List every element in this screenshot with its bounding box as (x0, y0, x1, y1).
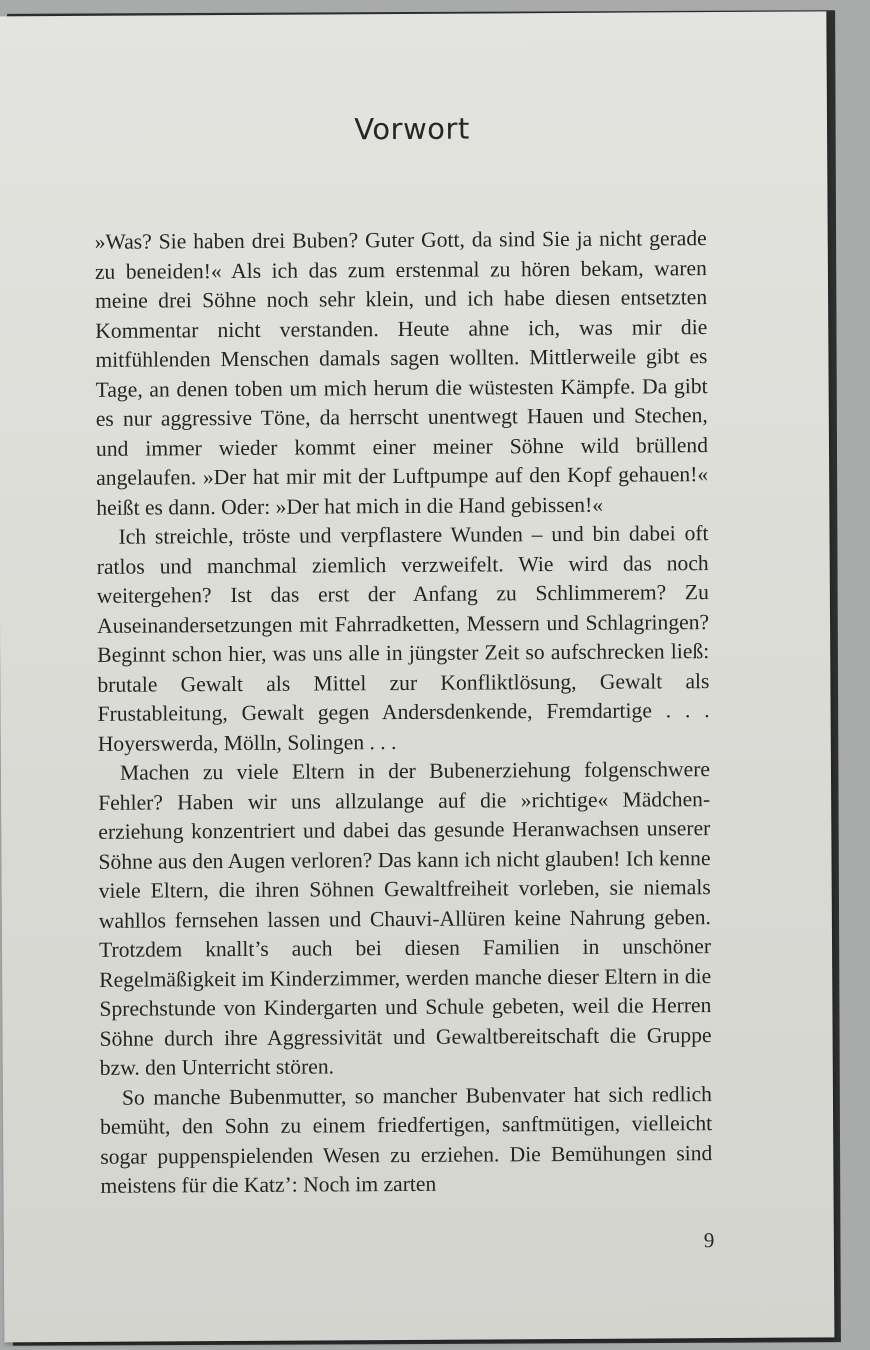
page-number: 9 (703, 1228, 715, 1253)
book-page (0, 11, 834, 1342)
paragraph-2: Ich streichle, tröste und verpflastere Wunden – und bin dabei oft ratlos und manchmal ziemlich verzweifelt. Wie wird das noch weitergehen? Ist das erst der Anfang zu Schlimmerem? Zu Auseinandersetzungen mit Fahrradketten, Messern und Schlagringen? Beginnt schon hier, was uns alle in jüngster Zeit so aufschrecken ließ: brutale Gewalt als Mittel zur Konfliktlösung, Gewalt als Frustableitung, Gewalt gegen Andersdenkende, Fremdartige . . . Hoyerswerda, Mölln, Solingen . . . (96, 521, 710, 756)
paragraph-3: Machen zu viele Eltern in der Bubenerziehung folgenschwere Fehler? Haben wir uns allzulange auf die »richtige« Mädchenerziehung konzentriert und dabei das gesunde Heranwachsen unserer Söhne aus den Augen verloren? Das kann ich nicht glauben! Ich kenne viele Eltern, die ihren Söhnen Gewaltfreiheit vorleben, sie niemals wahllos fernsehen lassen und Chauvi-Allüren keine Nahrung geben. Trotzdem knallt’s auch bei diesen Familien in unschöner Regelmäßigkeit im Kinderzimmer, werden manche dieser Eltern in die Sprechstunde von Kindergarten und Schule gebeten, weil die Herren Söhne durch ihre Aggressivität und Gewaltbereitschaft die Gruppe bzw. den Unterricht stören. (98, 757, 712, 1080)
body-text (95, 224, 713, 1201)
paragraph-1: »Was? Sie haben drei Buben? Guter Gott, da sind Sie ja nicht gerade zu beneiden!« Als ich das zum erstenmal zu hören bekam, waren meine drei Söhne noch sehr klein, und ich habe diesen entsetzten Kommentar nicht verstanden. Heute ahne ich, was mir die mitfühlenden Menschen damals sagen wollten. Mittlerweile gibt es Tage, an denen toben um mich herum die wüstesten Kämpfe. Da gibt es nur aggressive Töne, da herrscht unentwegt Hauen und Stechen, und immer wieder kommt einer meiner Söhne wild brüllend angelaufen. »Der hat mir mit der Luftpumpe auf den Kopf gehauen!« heißt es dann. Oder: »Der hat mich in die Hand gebissen!« (94, 226, 709, 520)
paragraph-4: So manche Bubenmutter, so mancher Bubenvater hat sich redlich bemüht, den Sohn zu einem friedfertigen, sanftmütigen, vielleicht sogar puppenspielenden Wesen zu erziehen. Die Bemühungen sind meistens für die Katz’: Noch im zarten (100, 1081, 713, 1198)
chapter-title: Vorwort (354, 111, 470, 147)
